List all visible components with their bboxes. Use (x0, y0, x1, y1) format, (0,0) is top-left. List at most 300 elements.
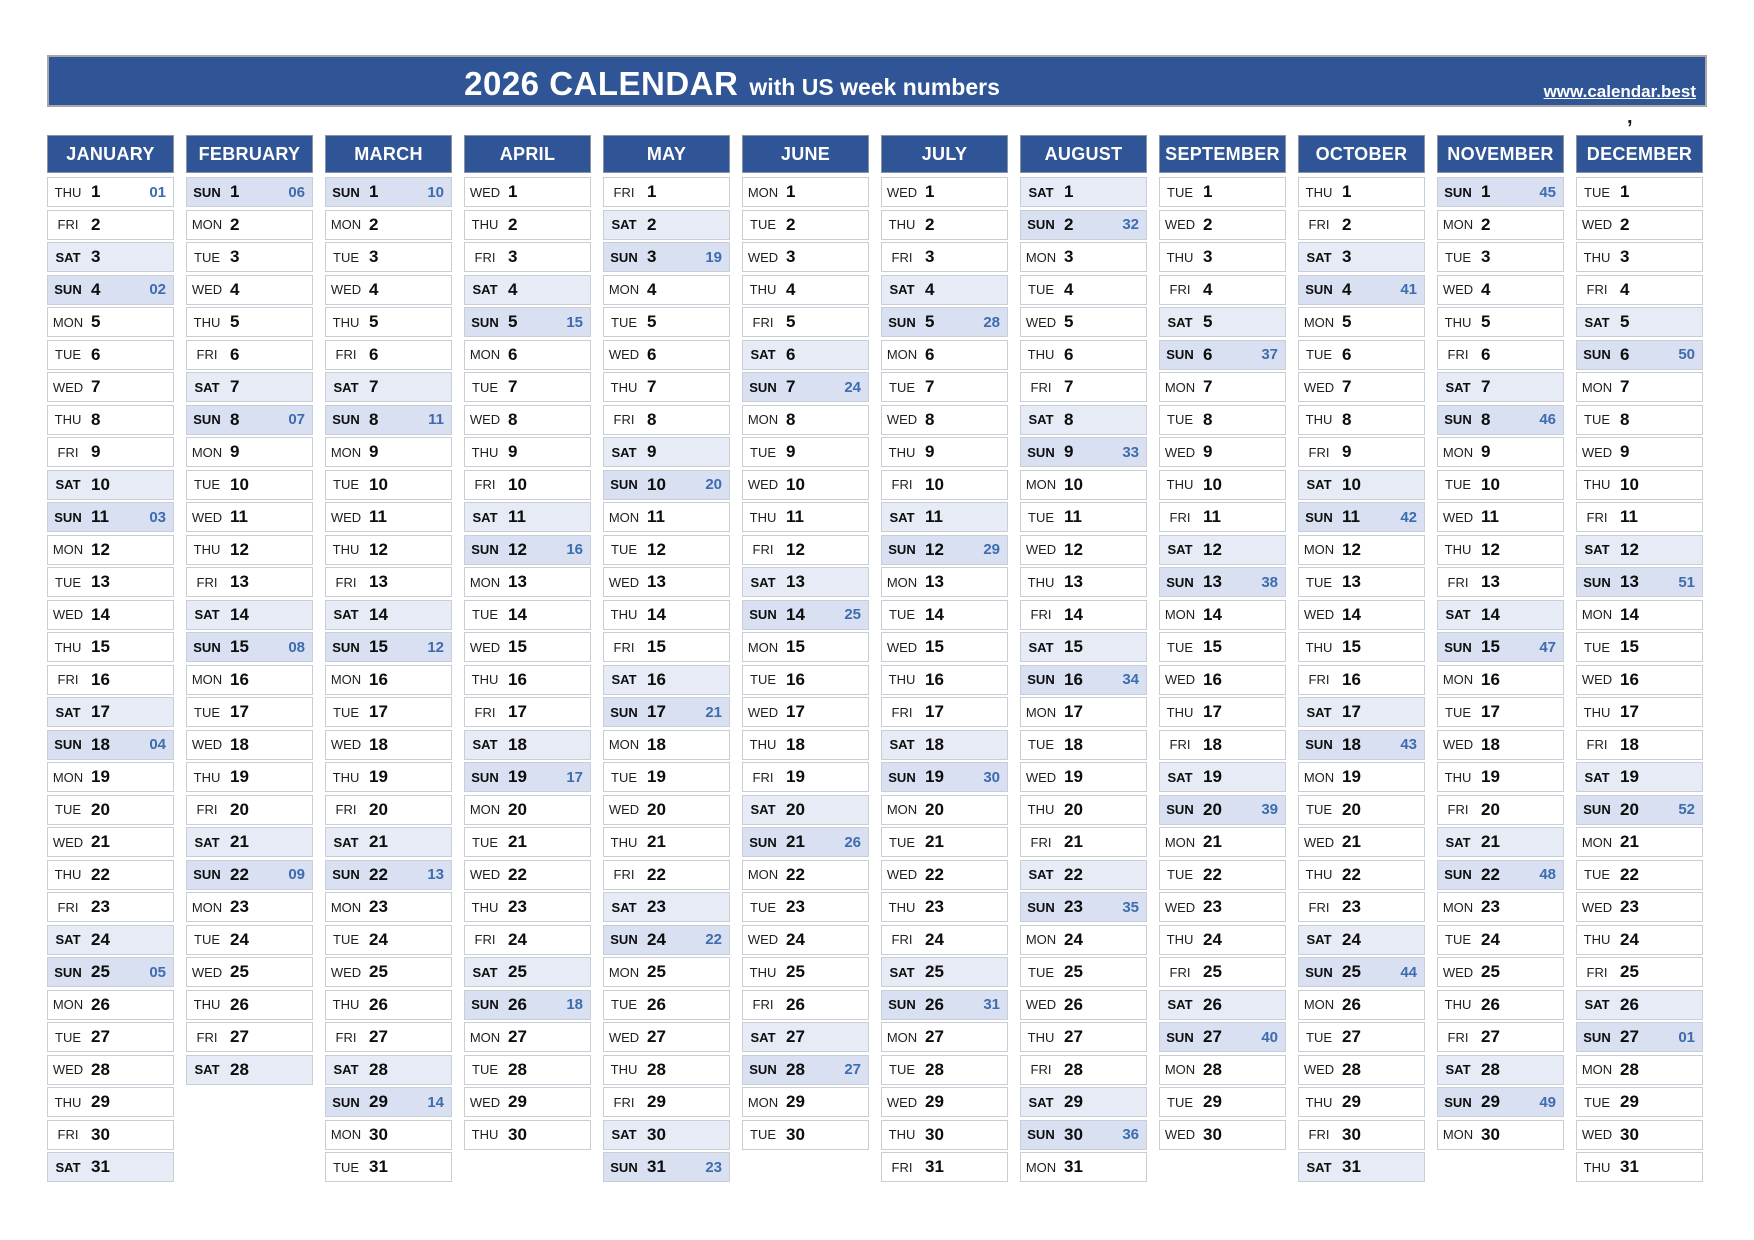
day-row (742, 632, 869, 662)
day-row (464, 340, 591, 370)
day-of-week-label: FRI (335, 347, 357, 362)
day-row (464, 697, 591, 727)
day-row (186, 827, 313, 857)
day-row (1437, 892, 1564, 922)
day-row (325, 340, 452, 370)
day-number: 6 (230, 344, 240, 364)
day-of-week-label: THU (1027, 574, 1055, 590)
day-row (325, 1022, 452, 1052)
day-of-week-label: SAT (472, 737, 498, 752)
week-number-badge: 32 (1122, 216, 1139, 233)
day-row (1298, 860, 1425, 890)
day-row (1576, 925, 1703, 955)
day-of-week-label: TUE (750, 444, 776, 460)
day-of-week-label: WED (1025, 314, 1057, 330)
day-number: 4 (369, 279, 379, 299)
day-number: 9 (1620, 442, 1630, 461)
day-of-week-label: FRI (891, 1159, 913, 1175)
day-row (603, 892, 730, 922)
day-row (1576, 242, 1703, 272)
week-number-badge: 05 (149, 963, 166, 981)
week-number-badge: 38 (1261, 573, 1278, 591)
day-row (186, 665, 313, 695)
day-row (1159, 1022, 1286, 1052)
month-header: SEPTEMBER (1159, 135, 1286, 173)
day-number: 28 (369, 1059, 388, 1079)
day-number: 25 (1064, 962, 1083, 981)
day-of-week-label: MON (1025, 704, 1057, 720)
day-of-week-label: SAT (1028, 867, 1054, 882)
day-row (1020, 275, 1147, 305)
day-of-week-label: TUE (1167, 639, 1193, 655)
day-of-week-label: WED (52, 607, 84, 622)
day-number: 29 (1203, 1092, 1222, 1111)
day-number: 5 (1481, 312, 1491, 331)
day-number: 11 (230, 507, 248, 526)
day-number: 16 (1481, 669, 1500, 689)
day-number: 10 (647, 474, 666, 494)
day-row (1437, 405, 1564, 435)
day-number: 14 (786, 604, 805, 624)
day-row (1159, 242, 1286, 272)
day-number: 30 (369, 1124, 388, 1144)
day-row (603, 632, 730, 662)
day-number: 17 (91, 702, 110, 721)
day-of-week-label: THU (332, 997, 360, 1012)
day-row (742, 860, 869, 890)
day-row (47, 1055, 174, 1085)
day-of-week-label: MON (469, 574, 501, 590)
day-of-week-label: MON (1442, 444, 1474, 460)
day-of-week-label: THU (888, 672, 916, 687)
day-number: 4 (786, 279, 796, 299)
day-row (881, 437, 1008, 467)
day-row (325, 1152, 452, 1182)
day-of-week-label: SUN (193, 412, 221, 427)
day-of-week-label: MON (1442, 672, 1474, 687)
day-of-week-label: SAT (1445, 834, 1471, 850)
day-of-week-label: SAT (1167, 314, 1193, 330)
day-row (464, 1022, 591, 1052)
day-of-week-label: WED (1303, 607, 1335, 622)
day-row (1020, 762, 1147, 792)
day-row (881, 860, 1008, 890)
day-row (325, 372, 452, 402)
day-row (603, 1087, 730, 1117)
day-of-week-label: SUN (749, 834, 777, 850)
day-number: 15 (1620, 637, 1639, 656)
day-row (1298, 795, 1425, 825)
day-of-week-label: SUN (749, 1062, 777, 1077)
day-of-week-label: SAT (1306, 249, 1332, 265)
day-of-week-label: WED (52, 834, 84, 850)
day-number: 11 (786, 507, 804, 526)
day-number: 24 (786, 929, 805, 949)
day-of-week-label: FRI (335, 574, 357, 590)
day-number: 5 (1203, 312, 1213, 331)
day-of-week-label: SAT (1306, 932, 1332, 947)
day-of-week-label: WED (1164, 444, 1196, 460)
day-number: 26 (1620, 994, 1639, 1014)
day-of-week-label: MON (1303, 314, 1335, 330)
day-of-week-label: MON (469, 347, 501, 362)
day-row (325, 210, 452, 240)
day-number: 20 (1203, 799, 1222, 819)
day-row (603, 827, 730, 857)
week-number-badge: 04 (149, 736, 166, 753)
day-of-week-label: MON (886, 802, 918, 817)
day-of-week-label: SUN (610, 477, 638, 492)
day-of-week-label: MON (1164, 834, 1196, 850)
month-header: NOVEMBER (1437, 135, 1564, 173)
day-of-week-label: TUE (889, 834, 915, 850)
month-header: MAY (603, 135, 730, 173)
day-of-week-label: THU (1027, 802, 1055, 817)
day-of-week-label: SUN (1166, 347, 1194, 362)
day-row (464, 502, 591, 532)
day-number: 13 (369, 572, 388, 591)
day-of-week-label: TUE (1167, 412, 1193, 427)
day-row (881, 827, 1008, 857)
day-row (1020, 340, 1147, 370)
day-number: 10 (925, 474, 944, 494)
day-row (186, 340, 313, 370)
day-number: 15 (369, 637, 388, 656)
day-number: 27 (647, 1027, 666, 1046)
day-number: 29 (91, 1092, 110, 1111)
website-link[interactable]: www.calendar.best (1543, 82, 1696, 101)
day-of-week-label: TUE (1028, 964, 1054, 980)
week-number-badge: 48 (1539, 866, 1556, 883)
week-number-badge: 26 (844, 833, 861, 851)
day-of-week-label: THU (54, 639, 82, 655)
day-row (1020, 1055, 1147, 1085)
day-of-week-label: WED (469, 639, 501, 655)
day-of-week-label: TUE (472, 834, 498, 850)
day-of-week-label: THU (749, 964, 777, 980)
day-number: 29 (786, 1092, 805, 1111)
day-row (325, 177, 452, 207)
month-column (186, 135, 313, 1087)
day-row (186, 990, 313, 1020)
day-of-week-label: WED (191, 964, 223, 980)
day-row (1159, 632, 1286, 662)
day-row (881, 405, 1008, 435)
day-number: 13 (647, 572, 666, 591)
day-number: 5 (1342, 312, 1352, 331)
day-of-week-label: WED (747, 249, 779, 265)
day-number: 11 (1620, 507, 1638, 526)
day-row (464, 730, 591, 760)
day-of-week-label: WED (1303, 1062, 1335, 1077)
day-of-week-label: FRI (1586, 737, 1608, 752)
day-number: 6 (1620, 344, 1630, 364)
day-of-week-label: FRI (474, 932, 496, 947)
day-row (603, 697, 730, 727)
day-of-week-label: FRI (752, 542, 774, 557)
day-of-week-label: TUE (472, 1062, 498, 1077)
day-row (1298, 1087, 1425, 1117)
day-number: 4 (925, 279, 935, 299)
day-number: 15 (786, 637, 805, 656)
day-row (464, 1087, 591, 1117)
day-number: 28 (1481, 1059, 1500, 1079)
day-of-week-label: THU (54, 867, 82, 882)
day-number: 31 (925, 1157, 944, 1176)
day-number: 12 (1342, 539, 1361, 559)
day-of-week-label: FRI (1030, 607, 1052, 622)
day-row (1020, 795, 1147, 825)
day-of-week-label: FRI (196, 574, 218, 590)
day-of-week-label: THU (193, 997, 221, 1012)
day-of-week-label: THU (1166, 932, 1194, 947)
day-of-week-label: THU (332, 314, 360, 330)
day-number: 30 (786, 1124, 805, 1144)
month-column (325, 135, 452, 1185)
week-number-badge: 34 (1122, 671, 1139, 688)
day-of-week-label: WED (469, 1094, 501, 1110)
month-column (742, 135, 869, 1152)
day-of-week-label: THU (888, 217, 916, 232)
day-row (1437, 470, 1564, 500)
day-number: 11 (1064, 507, 1082, 526)
day-number: 3 (1342, 247, 1352, 266)
day-number: 18 (369, 734, 388, 754)
day-number: 23 (230, 897, 249, 916)
day-of-week-label: SAT (194, 607, 220, 622)
day-row (1159, 990, 1286, 1020)
day-row (742, 372, 869, 402)
day-number: 9 (1481, 442, 1491, 461)
day-number: 12 (508, 539, 527, 559)
day-row (742, 535, 869, 565)
day-number: 13 (1481, 572, 1500, 591)
day-row (881, 1152, 1008, 1182)
day-of-week-label: SAT (1028, 1094, 1054, 1110)
day-number: 5 (786, 312, 796, 331)
day-number: 20 (91, 799, 110, 819)
day-number: 8 (1620, 409, 1630, 429)
day-number: 2 (230, 214, 240, 234)
day-of-week-label: SAT (1584, 542, 1610, 557)
day-row (1298, 437, 1425, 467)
day-of-week-label: WED (1303, 834, 1335, 850)
day-of-week-label: TUE (1584, 1094, 1610, 1110)
day-of-week-label: MON (747, 1094, 779, 1110)
day-row (603, 795, 730, 825)
day-of-week-label: SUN (54, 509, 82, 525)
day-of-week-label: SUN (332, 867, 360, 882)
day-of-week-label: WED (608, 1029, 640, 1045)
day-of-week-label: THU (1305, 184, 1333, 200)
page-subtitle: with US week numbers (749, 74, 1000, 100)
day-row (1576, 697, 1703, 727)
day-of-week-label: TUE (1028, 737, 1054, 752)
day-row (1576, 1087, 1703, 1117)
day-number: 7 (1342, 377, 1352, 396)
day-of-week-label: MON (191, 899, 223, 915)
day-of-week-label: FRI (57, 444, 79, 460)
day-number: 11 (1481, 507, 1499, 526)
day-of-week-label: MON (1442, 217, 1474, 232)
day-of-week-label: FRI (474, 704, 496, 720)
day-row (1159, 957, 1286, 987)
day-number: 2 (647, 214, 657, 234)
day-of-week-label: SUN (749, 607, 777, 622)
day-number: 12 (1481, 539, 1500, 559)
day-row (464, 925, 591, 955)
day-of-week-label: TUE (333, 704, 359, 720)
day-of-week-label: SUN (1305, 282, 1333, 297)
day-of-week-label: SUN (1305, 509, 1333, 525)
day-row (1437, 957, 1564, 987)
week-number-badge: 30 (983, 768, 1000, 786)
day-row (464, 860, 591, 890)
day-of-week-label: TUE (1167, 1094, 1193, 1110)
day-number: 16 (508, 669, 527, 689)
day-number: 24 (230, 929, 249, 949)
day-of-week-label: SAT (1445, 379, 1471, 395)
day-row (1437, 1022, 1564, 1052)
day-number: 17 (1064, 702, 1083, 721)
day-row (325, 1087, 452, 1117)
day-row (464, 795, 591, 825)
day-of-week-label: WED (1581, 1127, 1613, 1142)
day-of-week-label: TUE (1445, 249, 1471, 265)
day-number: 11 (369, 507, 387, 526)
day-number: 25 (925, 962, 944, 981)
day-number: 18 (1620, 734, 1639, 754)
day-of-week-label: SUN (54, 964, 82, 980)
day-number: 30 (1620, 1124, 1639, 1144)
day-row (186, 892, 313, 922)
day-number: 24 (647, 929, 666, 949)
day-of-week-label: SUN (1583, 1029, 1611, 1045)
day-of-week-label: SAT (750, 574, 776, 590)
day-of-week-label: SAT (333, 379, 359, 395)
day-row (1437, 1055, 1564, 1085)
day-row (464, 405, 591, 435)
day-of-week-label: WED (886, 412, 918, 427)
day-number: 9 (1064, 442, 1074, 461)
day-number: 13 (1620, 572, 1639, 591)
day-row (742, 1120, 869, 1150)
day-of-week-label: TUE (750, 672, 776, 687)
day-of-week-label: THU (1166, 249, 1194, 265)
day-number: 4 (647, 279, 657, 299)
day-row (47, 437, 174, 467)
day-number: 1 (786, 182, 796, 201)
day-of-week-label: MON (1025, 477, 1057, 492)
day-of-week-label: WED (52, 1062, 84, 1077)
day-row (603, 762, 730, 792)
day-row (1298, 275, 1425, 305)
day-row (603, 665, 730, 695)
day-number: 19 (508, 767, 527, 786)
day-row (1159, 730, 1286, 760)
day-number: 8 (786, 409, 796, 429)
day-of-week-label: THU (749, 509, 777, 525)
day-of-week-label: SUN (1583, 802, 1611, 817)
day-number: 8 (647, 409, 657, 429)
day-number: 25 (230, 962, 249, 981)
day-of-week-label: FRI (613, 1094, 635, 1110)
day-number: 25 (91, 962, 110, 981)
day-row (1020, 177, 1147, 207)
day-row (742, 892, 869, 922)
day-number: 25 (1203, 962, 1222, 981)
day-row (47, 1087, 174, 1117)
day-number: 15 (91, 637, 110, 656)
day-row (1298, 177, 1425, 207)
day-number: 22 (508, 864, 527, 884)
day-of-week-label: MON (1303, 769, 1335, 785)
day-row (603, 990, 730, 1020)
day-number: 22 (925, 864, 944, 884)
day-row (1020, 860, 1147, 890)
day-number: 21 (230, 832, 249, 851)
day-of-week-label: SAT (750, 347, 776, 362)
week-number-badge: 08 (288, 638, 305, 656)
month-column (1576, 135, 1703, 1185)
day-of-week-label: FRI (891, 477, 913, 492)
day-row (1576, 275, 1703, 305)
day-number: 22 (1064, 864, 1083, 884)
day-of-week-label: TUE (1306, 574, 1332, 590)
day-row (1020, 957, 1147, 987)
day-row (1159, 697, 1286, 727)
day-of-week-label: WED (330, 282, 362, 297)
day-row (1576, 957, 1703, 987)
day-number: 18 (508, 734, 527, 754)
day-of-week-label: THU (1444, 997, 1472, 1012)
month-column (464, 135, 591, 1152)
week-number-badge: 51 (1678, 573, 1695, 591)
day-of-week-label: SUN (1444, 867, 1472, 882)
day-number: 9 (1342, 442, 1352, 461)
day-of-week-label: TUE (1306, 1029, 1332, 1045)
day-of-week-label: TUE (55, 802, 81, 817)
day-row (742, 470, 869, 500)
day-of-week-label: TUE (333, 477, 359, 492)
day-row (1576, 1120, 1703, 1150)
day-of-week-label: WED (1442, 509, 1474, 525)
day-of-week-label: SUN (610, 704, 638, 720)
day-row (742, 567, 869, 597)
day-number: 12 (786, 539, 805, 559)
day-row (1437, 437, 1564, 467)
day-row (881, 1022, 1008, 1052)
day-number: 7 (1481, 377, 1491, 396)
day-of-week-label: WED (1581, 899, 1613, 915)
day-row (325, 990, 452, 1020)
month-column (881, 135, 1008, 1185)
day-row (1020, 665, 1147, 695)
day-number: 19 (230, 767, 249, 786)
day-of-week-label: SAT (1445, 607, 1471, 622)
day-of-week-label: SUN (471, 542, 499, 557)
day-number: 3 (1203, 247, 1213, 266)
day-row (47, 372, 174, 402)
day-of-week-label: FRI (474, 477, 496, 492)
day-number: 26 (1203, 994, 1222, 1014)
day-number: 7 (230, 377, 240, 396)
week-number-badge: 18 (566, 996, 583, 1013)
week-number-badge: 09 (288, 866, 305, 883)
day-of-week-label: MON (1581, 607, 1613, 622)
day-number: 21 (508, 832, 527, 851)
day-row (464, 242, 591, 272)
